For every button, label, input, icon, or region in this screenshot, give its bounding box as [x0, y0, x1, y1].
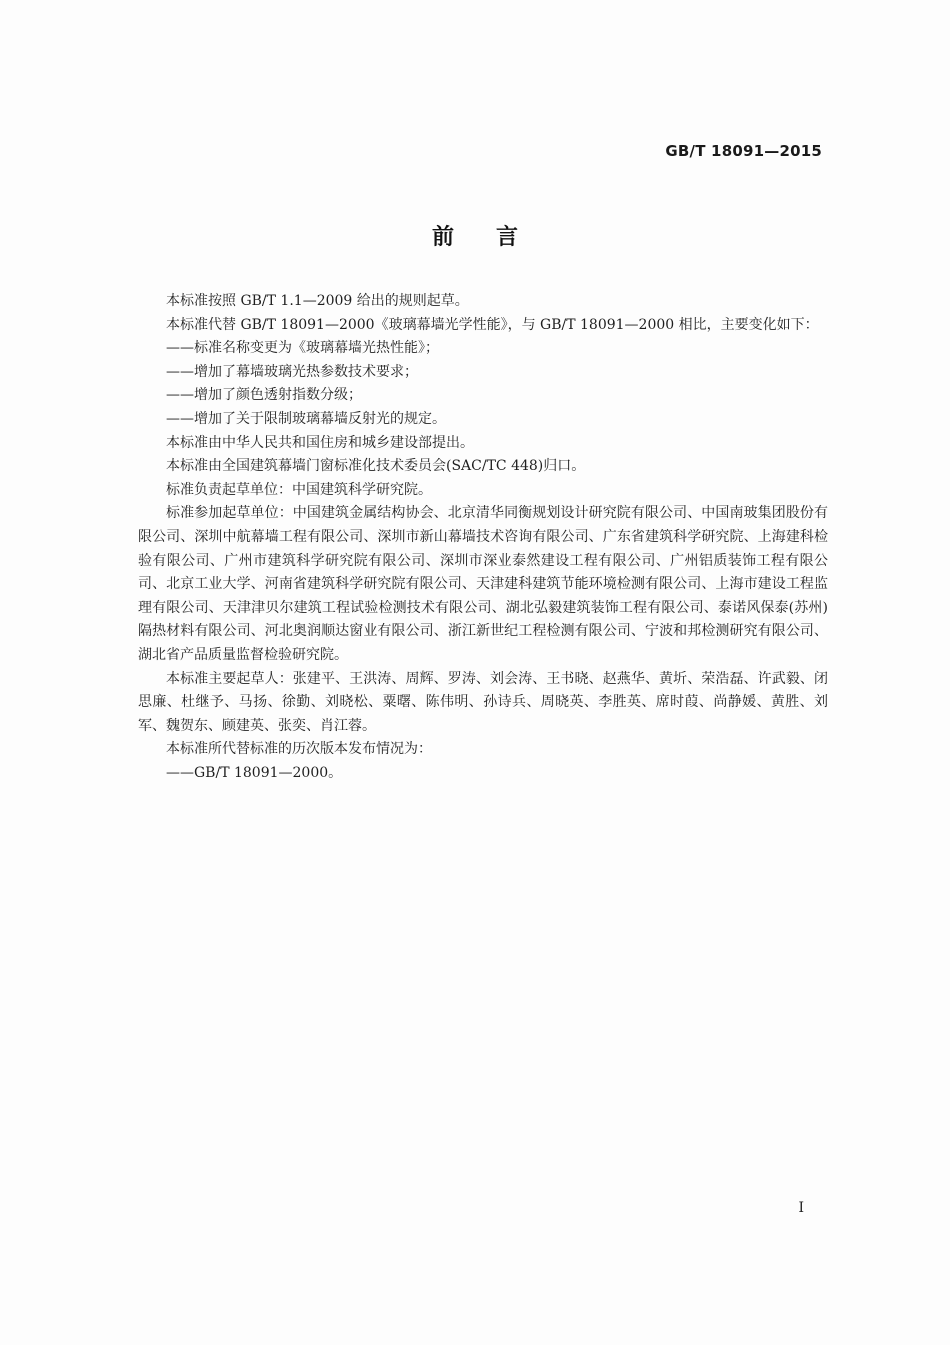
list-item-change: ——标准名称变更为《玻璃幕墙光热性能》；	[166, 340, 439, 357]
paragraph-main-drafters: 本标准主要起草人：张建平、王洪涛、周辉、罗涛、刘会涛、王书晓、赵燕华、黄圻、荣浩磊、许武毅、闭思廉、杜继予、马扬、徐勤、刘晓松、粟曙、陈伟明、孙诗兵、周晓英、李胜英、席时葭、尚静媛、黄胜、刘军、魏贺东、顾建英、张奕、肖江蓉。	[138, 670, 828, 734]
paragraph-proposer: 本标准由中华人民共和国住房和城乡建设部提出。	[166, 434, 474, 451]
list-item-change: ——增加了颜色透射指数分级；	[166, 387, 362, 404]
list-item-previous-version: ——GB/T 18091—2000。	[166, 764, 343, 781]
paragraph-participating-units: 标准参加起草单位：中国建筑金属结构协会、北京清华同衡规划设计研究院有限公司、中国南玻集团股份有限公司、深圳中航幕墙工程有限公司、深圳市新山幕墙技术咨询有限公司、广东省建筑科学研究院、上海建科检验有限公司、广州市建筑科学研究院有限公司、深圳市深业泰然建设工程有限公司、广州铝质装饰工程有限公司、北京工业大学、河南省建筑科学研究院有限公司、天津建科建筑节能环境检测有限公司、上海市建设工程监理有限公司、天津津贝尔建筑工程试验检测技术有限公司、湖北弘毅建筑装饰工程有限公司、泰诺风保泰(苏州)隔热材料有限公司、河北奥润顺达窗业有限公司、浙江新世纪工程检测有限公司、宁波和邦检测研究有限公司、湖北省产品质量监督检验研究院。	[138, 505, 828, 663]
standard-number: GB/T 18091—2015	[665, 142, 822, 160]
paragraph-replaces-standard: 本标准代替 GB/T 18091—2000《玻璃幕墙光学性能》，与 GB/T 18091—2000 相比，主要变化如下：	[166, 316, 819, 333]
paragraph-drafting-rules: 本标准按照 GB/T 1.1—2009 给出的规则起草。	[166, 293, 469, 309]
paragraph-version-history: 本标准所代替标准的历次版本发布情况为：	[166, 741, 432, 758]
paragraph-lead-drafting-unit: 标准负责起草单位：中国建筑科学研究院。	[166, 481, 432, 498]
page-title: 前言	[431, 225, 560, 250]
paragraph-technical-committee: 本标准由全国建筑幕墙门窗标准化技术委员会(SAC/TC 448)归口。	[166, 458, 586, 475]
list-item-change: ——增加了幕墙玻璃光热参数技术要求；	[166, 363, 418, 380]
page-number: I	[798, 1200, 804, 1216]
list-item-change: ——增加了关于限制玻璃幕墙反射光的规定。	[166, 410, 446, 427]
foreword-body	[138, 290, 828, 785]
